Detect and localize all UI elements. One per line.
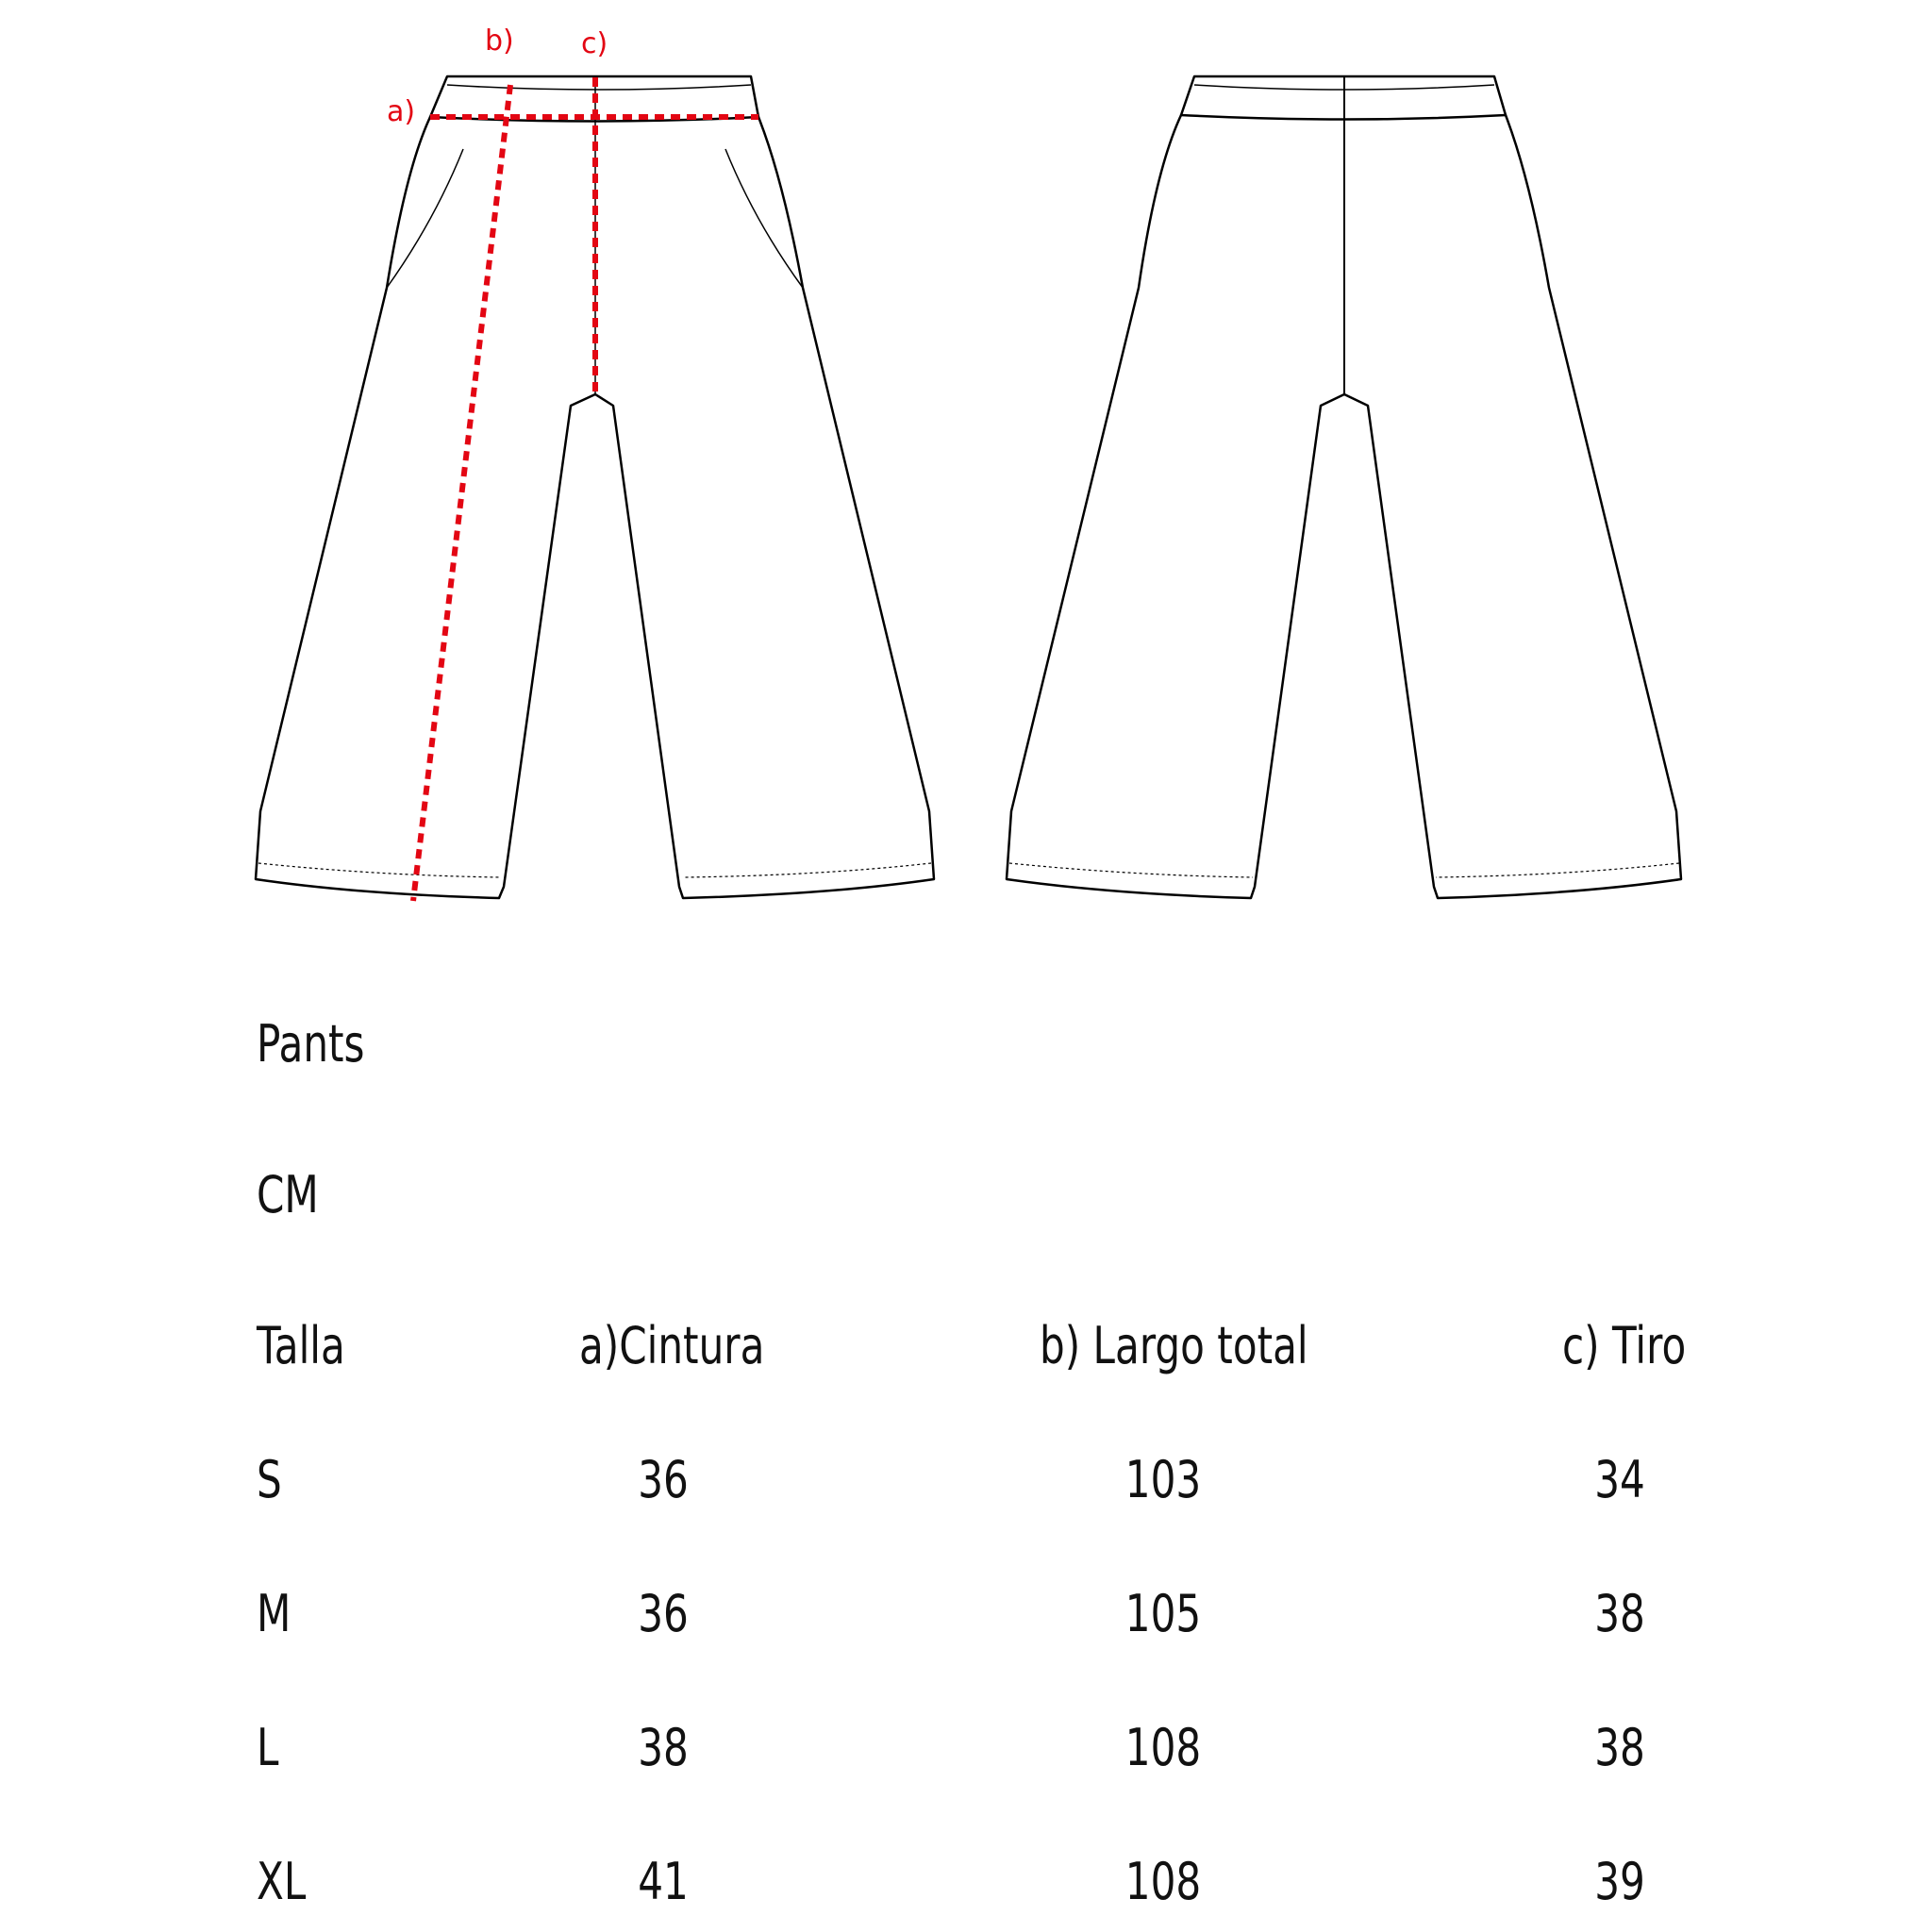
header-length: b) Largo total — [1040, 1316, 1308, 1375]
front-right-leg-outline — [595, 117, 934, 898]
cell-length: 103 — [1124, 1450, 1202, 1509]
cell-rise: 38 — [1594, 1718, 1645, 1777]
cell-waist: 38 — [638, 1718, 689, 1777]
header-waist: a)Cintura — [579, 1316, 765, 1375]
cell-length: 108 — [1124, 1852, 1202, 1911]
cell-size: M — [257, 1584, 291, 1643]
front-right-pocket — [725, 149, 803, 288]
unit-label: CM — [257, 1165, 319, 1224]
pants-back-view — [1007, 76, 1681, 898]
cell-rise: 34 — [1594, 1450, 1645, 1509]
back-right-hem-stitch — [1436, 863, 1679, 877]
pants-front-view — [256, 76, 934, 898]
measure-label-a: a) — [387, 95, 416, 128]
cell-rise: 38 — [1594, 1584, 1645, 1643]
header-rise: c) Tiro — [1562, 1316, 1687, 1375]
cell-waist: 41 — [638, 1852, 689, 1911]
table-title: Pants — [257, 1014, 365, 1074]
measurement-guides — [413, 77, 758, 901]
cell-waist: 36 — [638, 1450, 689, 1509]
front-right-hem-stitch — [684, 863, 931, 877]
cell-size: L — [257, 1718, 279, 1777]
cell-size: XL — [257, 1852, 307, 1911]
pants-diagram — [0, 0, 1932, 943]
back-left-hem-stitch — [1009, 863, 1253, 877]
front-left-pocket — [387, 149, 463, 288]
back-right-leg-outline — [1344, 115, 1681, 898]
back-left-leg-outline — [1007, 115, 1344, 898]
measure-label-c: c) — [581, 27, 608, 60]
cell-length: 105 — [1124, 1584, 1202, 1643]
cell-waist: 36 — [638, 1584, 689, 1643]
measure-label-b: b) — [485, 25, 514, 58]
cell-size: S — [257, 1450, 282, 1509]
measure-line-b-length — [413, 85, 510, 901]
cell-rise: 39 — [1594, 1852, 1645, 1911]
front-left-hem-stitch — [258, 863, 501, 877]
front-left-leg-outline — [256, 117, 595, 898]
header-size: Talla — [257, 1316, 345, 1375]
cell-length: 108 — [1124, 1718, 1202, 1777]
